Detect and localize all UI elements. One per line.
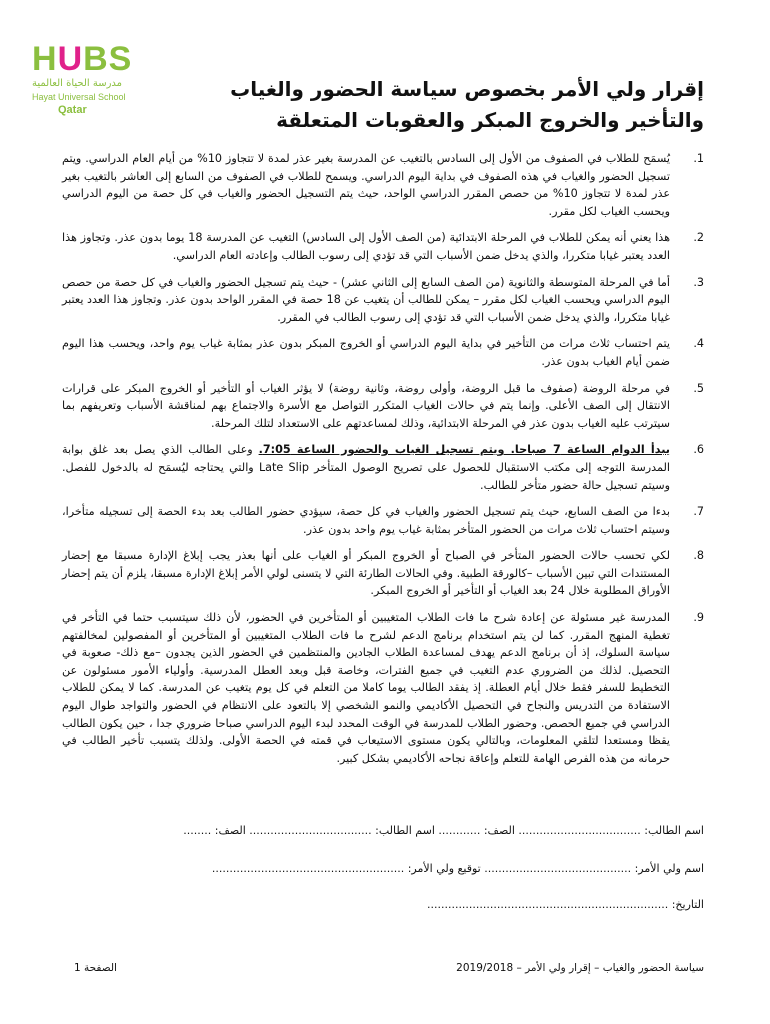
logo-letter-u: U [57,40,84,78]
item-text: لكي تحسب حالات الحضور المتأخر في الصباح أو الخروج المبكر أو الغياب على أنها بعذر يجب إبلاغ الإدارة مسبقا مع إحضار المستندات التي تبين الأسباب –كالورقة الطبية. وفي الحالات الطارئة التي لا يتسنى لولي الأمر إبلاغ الإدارة مسبقا، يلزم أن يتم إحضار الأوراق المطلوبة خلال 24 بعد الغياب أو التأخير أو الخروج المبكر. [62,549,670,598]
page-number: الصفحة 1 [74,962,117,974]
item-text: المدرسة غير مسئولة عن إعادة شرح ما فات الطلاب المتغيبين أو المتأخرين في الحضور، لأن ذلك سيتسبب حتما في التأخر في تغطية المنهج المقرر. كما لن يتم استخدام برنامج الدعم لشرح ما فات الطلاب المتغيبين أو المتأخرين أو المفصولين لمخالفتهم سياسة السلوك، إذ أن برنامج الدعم يهدف لمساعدة الطلاب الجادين والمنتظمين في الحضور الذين يجدون –مع ذلك- صعوبة في التحصيل. لذلك من الضروري عدم التغيب في جميع الفترات، وخاصة قبل وبعد العطل المدرسية. وأولياء الأمور مسئولون عن التخطيط للسفر فقط خلال أيام العطلة. إذ يفقد الطالب يوما كاملا من التعلم في كل يوم يتغيب عن المدرسة. كما لا يمكن للطلاب الاستفادة من التدريس والنجاح في التحصيل الأكاديمي والنمو الشخصي إلا بالتعود على الانتظام في الحضور والتواجد طوال اليوم الدراسي في جميع الحصص. وحضور الطلاب للمدرسة في الوقت المحدد لبدء اليوم الدراسي صباحا ضروري جدا ، حين يكون الطالب يقظا ومستعدا لتلقي المعلومات، وبالتالي يكون مستوى الاستيعاب في قمته في الحصة الأولى. ولذلك يتسبب تأخير الطالب في حرمانه من هذه الفرص الهامة للتعلم وإعاقة نجاحه الأكاديمي بشكل كبير. [62,611,670,765]
policy-item [62,547,704,600]
policy-item [62,274,704,327]
date-line: التاريخ: ..................................................................... [426,898,704,911]
title-line-1: إقرار ولي الأمر بخصوص سياسة الحضور والغياب [230,77,704,101]
item-text: وعلى الطالب الذي يصل بعد غلق بوابة المدرسة التوجه إلى مكتب الاستقبال للحصول على تصريح الوصول المتأخر Late Slip والتي يحتاجه ليُسمَح له بالدخول للفصل. وسيتم تسجيل حالة حضور متأخر للطالب. [62,443,671,492]
footer-text: سياسة الحضور والغياب – إقرار ولي الأمر – 2019/2018 [456,962,704,974]
policy-item [62,503,704,538]
logo-letter-h: H [32,40,58,78]
item-text: يُسمَح للطلاب في الصفوف من الأول إلى السادس بالتغيب عن المدرسة بغير عذر لمدة لا تتجاوز 10% من أيام العام الدراسي. ويتم تسجيل الحضور والغياب في هذه الصفوف في بداية اليوم الدراسي. ويسمح للطلاب في الصفوف من السابع إلى العاشر بالتغيب بغير عذر لمدة لا تتجاوز 10% من حصص المقرر الدراسي الواحد، حيث يتم التسجيل الحضور والغياب في كل حصة من اليوم الدراسي ويحسب الغياب لكل مقرر. [62,152,670,218]
item-number: 4. [693,337,704,351]
student-name-line: اسم الطالب: ................................... الصف: ............ اسم الطالب: ................................... الصف: ........ [183,824,704,837]
item-text: هذا يعني أنه يمكن للطلاب في المرحلة الابتدائية (من الصف الأول إلى السادس) التغيب عن المدرسة 18 يوما بدون عذر. وتجاوز هذا العدد يعتبر غيابا متكررا، والذي يدخل ضمن الأسباب التي قد تؤدي إلى رسوب الطالب وإعادته العام الدراسي. [62,231,670,262]
policy-item [62,380,704,433]
logo-wordmark [32,42,132,76]
logo-arabic-name: مدرسة الحياة العالمية [32,78,123,89]
item-number: 7. [693,505,704,519]
policy-list [62,150,704,776]
item-bold-text: يبدأ الدوام الساعة 7 صباحا. ويتم تسجيل الغياب والحضور الساعة 7:05. [258,443,670,457]
item-number: 8. [693,549,704,563]
policy-item [62,441,704,494]
policy-item [62,150,704,220]
logo-country: Qatar [58,104,87,116]
title-line-2: والتأخير والخروج المبكر والعقوبات المتعلقة [276,108,704,132]
logo-letters-bs: BS [83,40,133,78]
guardian-line: اسم ولي الأمر: .......................................... توقيع ولي الأمر: ....................................................... [211,862,704,875]
logo-english-name: Hayat Universal School [32,92,126,102]
item-number: 6. [693,443,704,457]
policy-item [62,335,704,370]
page-footer [62,962,704,980]
item-text: يتم احتساب ثلاث مرات من التأخير في بداية اليوم الدراسي أو الخروج المبكر بدون عذر بمثابة غياب يوم واحد، ويحسب هذا اليوم ضمن أيام الغياب بدون عذر. [62,337,670,368]
policy-item [62,609,704,767]
item-number: 2. [693,231,704,245]
item-text: أما في المرحلة المتوسطة والثانوية (من الصف السابع إلى الثاني عشر) - حيث يتم تسجيل الحضور والغياب في كل حصة من حصص اليوم الدراسي ويحسب الغياب لكل مقرر – يمكن للطالب أن يتغيب عن 18 حصة في المقرر الواحد بدون عذر. وتجاوز هذا العدد يعتبر غيابا متكررا، والذي يدخل ضمن الأسباب التي قد تؤدي إلى رسوب الطالب في المقرر. [62,275,670,324]
item-number: 3. [693,275,704,289]
policy-item [62,229,704,264]
item-text: بدءا من الصف السابع، حيث يتم تسجيل الحضور والغياب في كل حصة، سيؤدي حضور الطالب بعد بدء الحصة إلى تسجيله متأخرا، وسيتم احتساب ثلاث مرات من الحضور المتأخر بمثابة غياب يوم واحد بدون عذر. [62,505,670,536]
item-text: في مرحلة الروضة (صفوف ما قبل الروضة، وأولى روضة، وثانية روضة) لا يؤثر الغياب أو التأخير أو الخروج المبكر على قرارات الانتقال إلى الصف الأعلى. وإنما يتم في حالات الغياب المتكرر التواصل مع الأسرة والاجتماع بهم لمناقشة الأسباب وتعريفهم بما سيترتب عليه الغياب بدون عذر في المرحلة الابتدائية، وذلك لمساعدتهم على الاستعداد لتلك المرحلة. [62,381,670,430]
item-number: 5. [693,381,704,395]
school-logo [32,40,142,116]
page-title [184,74,704,136]
item-number: 9. [693,611,704,625]
item-number: 1. [693,152,704,165]
